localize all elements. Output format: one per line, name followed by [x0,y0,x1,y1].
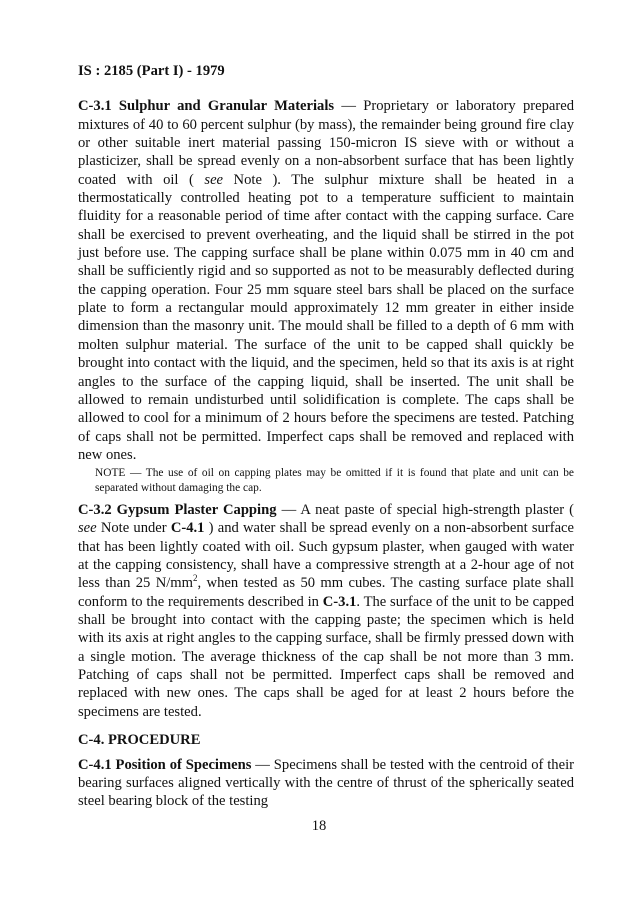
superscript-2: 2 [193,573,198,584]
section-c32-body-3: ) and water shall be spread evenly on a non-absorbent surface that has been lightly coated with oil. Such gypsum plaster, when gauged with water at the capping consistency, shall have a compressive strength at a 2-hour age of not less than 25 N/mm [78,520,574,592]
section-c32-body-4: , when tested as 50 mm cubes. The casting surface plate shall conform to the requirements described in [78,575,574,610]
section-c41 [78,756,574,811]
section-c32-ref-c41: C-4.1 [170,520,205,537]
section-c31 [78,97,574,464]
note-text: — The use of oil on capping plates may be omitted if it is found that plate and unit can be separated without damaging the cap. [95,467,574,494]
standard-header: IS : 2185 (Part I) - 1979 [78,63,225,79]
section-c32-body-2: Note under [96,520,171,537]
section-c32-dash: — [276,502,301,519]
document-page [78,58,574,811]
section-c31-title: C-3.1 Sulphur and Granular Materials [78,98,335,115]
section-c31-see: see [204,171,224,188]
page-number: 18 [311,818,327,834]
section-c31-body-1: Proprietary or laboratory prepared mixtures of 40 to 60 percent sulphur (by mass), the remainder being ground fire clay or other suitable inert material passing 150-micron IS sieve with or without a plasticizer, shall be spread evenly on a non-absorbent surface that has been lightly coated with oil ( [78,98,574,188]
note [78,466,574,495]
note-label: NOTE [95,467,126,480]
section-c32 [78,501,574,721]
section-c32-body-5: . The surface of the unit to be capped shall be brought into contact with the capping paste; the specimen which is held with its axis at right angles to the capping surface, shall be firmly pressed down with a single motion. The average thickness of the cap shall be not more than 3 mm. Patching of caps shall not be permitted. Imperfect caps shall be removed and replaced with new ones. The caps shall be aged for at least 2 hours before the specimens are tested. [78,593,575,720]
section-c32-title: C-3.2 Gypsum Plaster Capping [78,502,277,519]
section-c32-ref-c31: C-3.1 [322,593,357,610]
section-c31-dash: — [334,98,364,115]
section-c41-body: Specimens shall be tested with the centroid of their bearing surfaces aligned vertically with the centre of thrust of the spherically seated steel bearing block of the testing [78,756,575,810]
section-c41-title: C-4.1 Position of Specimens [78,756,252,773]
section-c32-body-1: A neat paste of special high-strength plaster ( [300,502,574,519]
section-c31-body-2: Note ). The sulphur mixture shall be heated in a thermostatically controlled heating pot to a temperature sufficient to maintain fluidity for a reasonable period of time after contact with the capping surface. Care shall be exercised to prevent overheating, and the liquid shall be stirred in the pot just before use. The capping surface shall be plane within 0.075 mm in 40 cm and shall be sufficiently rigid and so supported as not to be measurably deflected during the capping operation. Four 25 mm square steel bars shall be placed on the surface plate to form a rectangular mould approximately 12 mm greater in either inside dimension than the masonry unit. The mould shall be filled to a depth of 6 mm with molten sulphur material. The surface of the unit to be capped shall quickly be brought into contact with the liquid, and the specimen, held so that its axis is at right angles to the surface of the capping liquid, shall be inserted. The unit shall be allowed to remain undisturbed until solidification is complete. The caps shall be allowed to cool for a minimum of 2 hours before the specimens are tested. Patching of caps shall not be permitted. Imperfect caps shall be removed and replaced with new ones. [78,171,574,463]
section-c32-see: see [78,520,97,537]
section-c4-heading: C-4. PROCEDURE [78,732,201,749]
section-c41-dash: — [251,756,274,773]
